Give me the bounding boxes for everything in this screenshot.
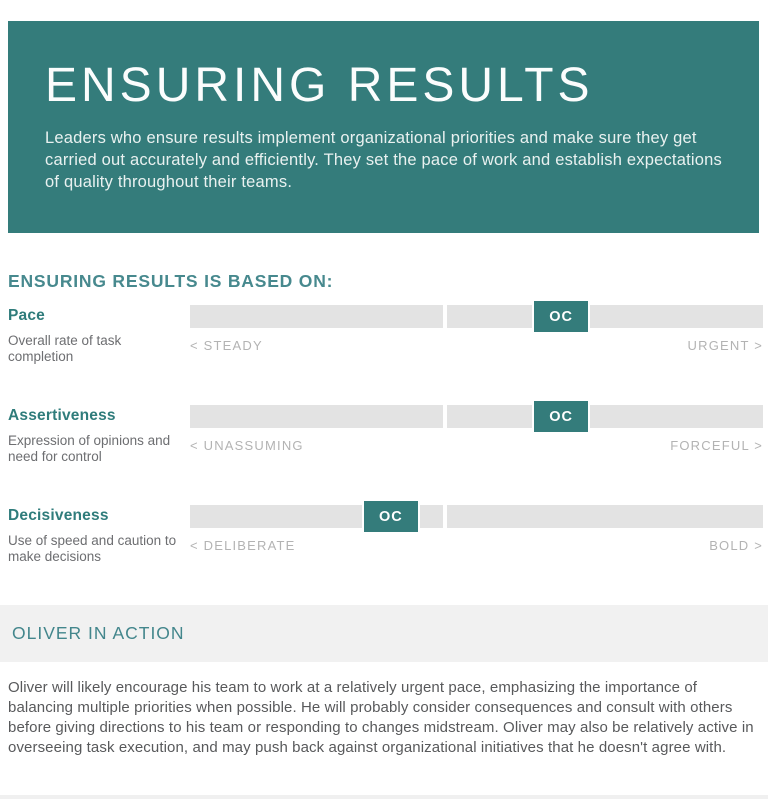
trait-name: Assertiveness <box>8 407 116 424</box>
score-marker-badge: OC <box>532 301 590 332</box>
trait-info <box>8 505 190 565</box>
scale-labels <box>190 338 763 353</box>
trait-name: Pace <box>8 307 45 324</box>
scale-bar <box>190 305 763 328</box>
trait-description: Use of speed and caution to make decisions <box>8 533 177 564</box>
page-title: ENSURING RESULTS <box>45 59 594 112</box>
next-section-edge <box>0 795 768 799</box>
trait-info <box>8 405 190 465</box>
action-body: Oliver will likely encourage his team to work at a relatively urgent pace, emphasizing the importance of balancing multiple priorities when possible. He will probably consider consequences and consult with others before giving directions to his team or responding to changes midstream. Oliver may also be relatively active in overseeing task execution, and may push back against organizational initiatives that he doesn't agree with. <box>8 679 754 756</box>
header-block <box>8 21 759 233</box>
scale-low-label: < STEADY <box>190 338 263 353</box>
trait-list <box>8 305 763 605</box>
scale-labels <box>190 438 763 453</box>
score-marker-badge: OC <box>532 401 590 432</box>
trait-name: Decisiveness <box>8 507 109 524</box>
scale-high-label: FORCEFUL > <box>670 438 763 453</box>
score-marker-badge: OC <box>362 501 420 532</box>
scale-high-label: URGENT > <box>687 338 763 353</box>
scale-labels <box>190 538 763 553</box>
action-heading: OLIVER IN ACTION <box>12 623 185 643</box>
trait-scale <box>190 405 763 453</box>
scale-high-label: BOLD > <box>709 538 763 553</box>
trait-row-assertiveness <box>8 405 763 505</box>
scale-divider <box>443 505 447 528</box>
scale-bar <box>190 405 763 428</box>
trait-row-decisiveness <box>8 505 763 605</box>
trait-scale <box>190 305 763 353</box>
scale-divider <box>443 405 447 428</box>
scale-low-label: < DELIBERATE <box>190 538 296 553</box>
report-page <box>0 21 768 758</box>
trait-description: Expression of opinions and need for control <box>8 433 171 464</box>
trait-row-pace <box>8 305 763 405</box>
action-section-header <box>0 605 768 662</box>
trait-info <box>8 305 190 365</box>
trait-scale <box>190 505 763 553</box>
scale-bar <box>190 505 763 528</box>
trait-description: Overall rate of task completion <box>8 333 122 364</box>
scale-low-label: < UNASSUMING <box>190 438 304 453</box>
scale-divider <box>443 305 447 328</box>
header-description: Leaders who ensure results implement organizational priorities and make sure they get carried out accurately and efficiently. They set the pace of work and establish expectations of quality throughout their teams. <box>45 129 722 192</box>
section-heading: ENSURING RESULTS IS BASED ON: <box>8 271 334 291</box>
